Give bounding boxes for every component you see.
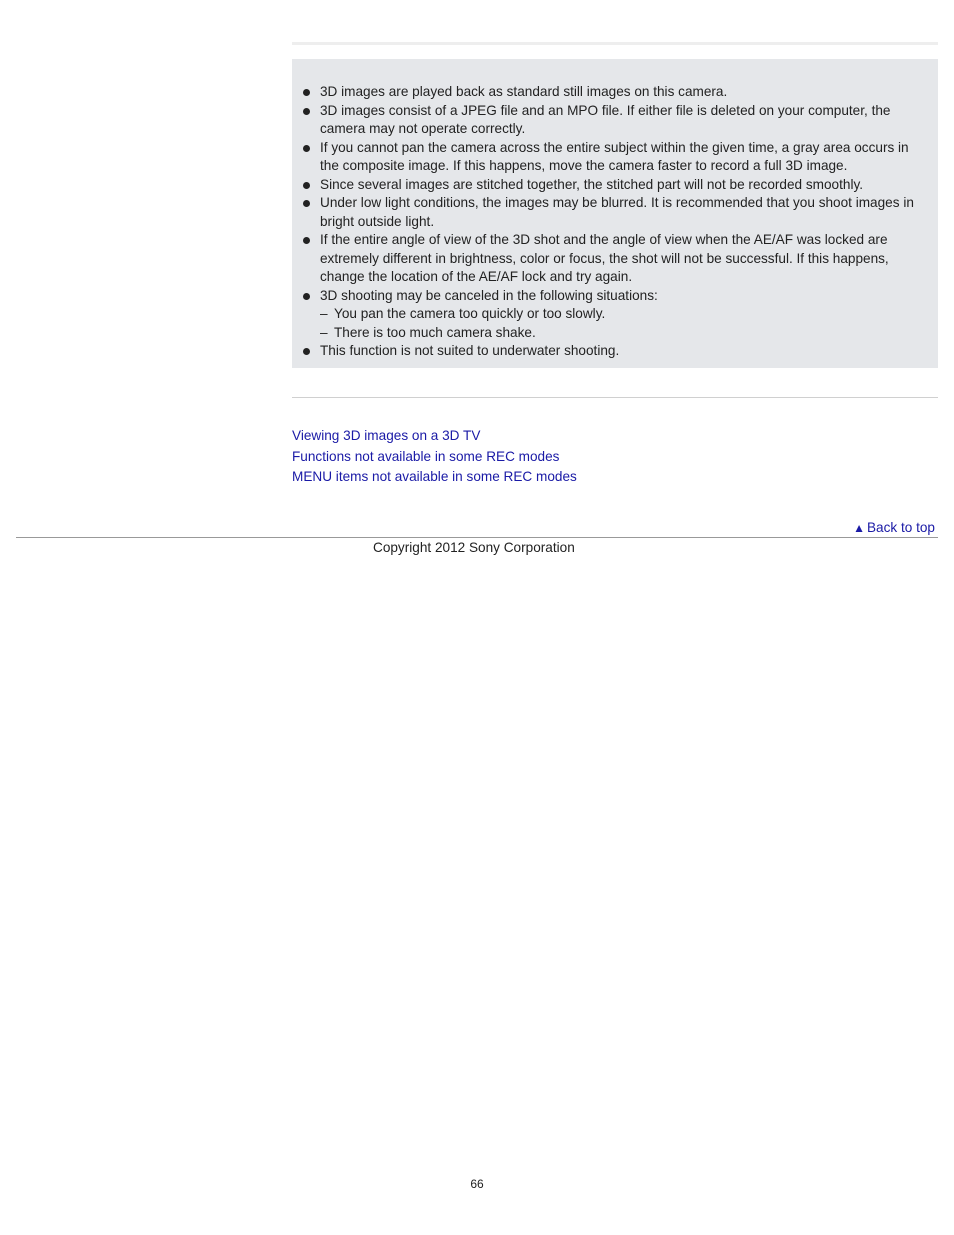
note-item: [302, 83, 930, 102]
note-text: Since several images are stitched together, the stitched part will not be recorded smoothly.: [320, 176, 864, 192]
dash-icon: –: [320, 324, 328, 340]
link-menu-items-not-available[interactable]: MENU items not available in some REC modes: [292, 469, 577, 484]
note-item: [302, 287, 930, 343]
back-to-top-link[interactable]: [853, 519, 935, 537]
bullet-icon: [303, 200, 310, 207]
note-text: If you cannot pan the camera across the entire subject within the given time, a gray area occurs in the composite image. If this happens, move the camera faster to record a full 3D image.: [320, 139, 909, 173]
bullet-icon: [303, 237, 310, 244]
notes-list: [302, 83, 930, 361]
note-text: This function is not suited to underwater shooting.: [320, 343, 620, 358]
related-divider: [292, 397, 938, 398]
copyright-text: Copyright 2012 Sony Corporation: [373, 540, 575, 555]
sub-note-text: There is too much camera shake.: [334, 324, 536, 340]
sub-note-item: [320, 324, 930, 343]
sub-notes-list: [320, 305, 930, 342]
triangle-up-icon: ▲: [853, 521, 865, 535]
note-text: If the entire angle of view of the 3D shot and the angle of view when the AE/AF was locked are extremely different in brightness, color or focus, the shot will not be successful. If this happens, change the location of the AE/AF lock and try again.: [320, 232, 889, 284]
sub-note-text: You pan the camera too quickly or too slowly.: [334, 306, 606, 321]
related-links: [292, 426, 577, 488]
bullet-icon: [303, 145, 310, 152]
note-item: [302, 194, 930, 231]
note-item: [302, 231, 930, 287]
bullet-icon: [303, 348, 310, 355]
note-item: [302, 342, 930, 361]
bullet-icon: [303, 293, 310, 300]
footer-divider: [16, 537, 938, 538]
note-item: [302, 176, 930, 195]
bullet-icon: [303, 182, 310, 189]
page-number: 66: [470, 1177, 484, 1191]
sub-note-item: [320, 305, 930, 324]
notes-box: [292, 59, 938, 368]
back-to-top-label: Back to top: [866, 520, 935, 535]
note-item: [302, 102, 930, 139]
note-text: Under low light conditions, the images may be blurred. It is recommended that you shoot images in bright outside light.: [320, 195, 914, 229]
bullet-icon: [303, 89, 310, 96]
dash-icon: –: [320, 306, 328, 321]
note-text: 3D images consist of a JPEG file and an MPO file. If either file is deleted on your computer, the camera may not operate correctly.: [320, 102, 891, 136]
top-divider: [292, 42, 938, 45]
link-viewing-3d-images[interactable]: Viewing 3D images on a 3D TV: [292, 428, 481, 443]
note-item: [302, 139, 930, 176]
note-text: 3D images are played back as standard still images on this camera.: [320, 84, 728, 99]
link-functions-not-available[interactable]: Functions not available in some REC modes: [292, 448, 560, 464]
note-text: 3D shooting may be canceled in the following situations:: [320, 287, 658, 303]
bullet-icon: [303, 108, 310, 115]
